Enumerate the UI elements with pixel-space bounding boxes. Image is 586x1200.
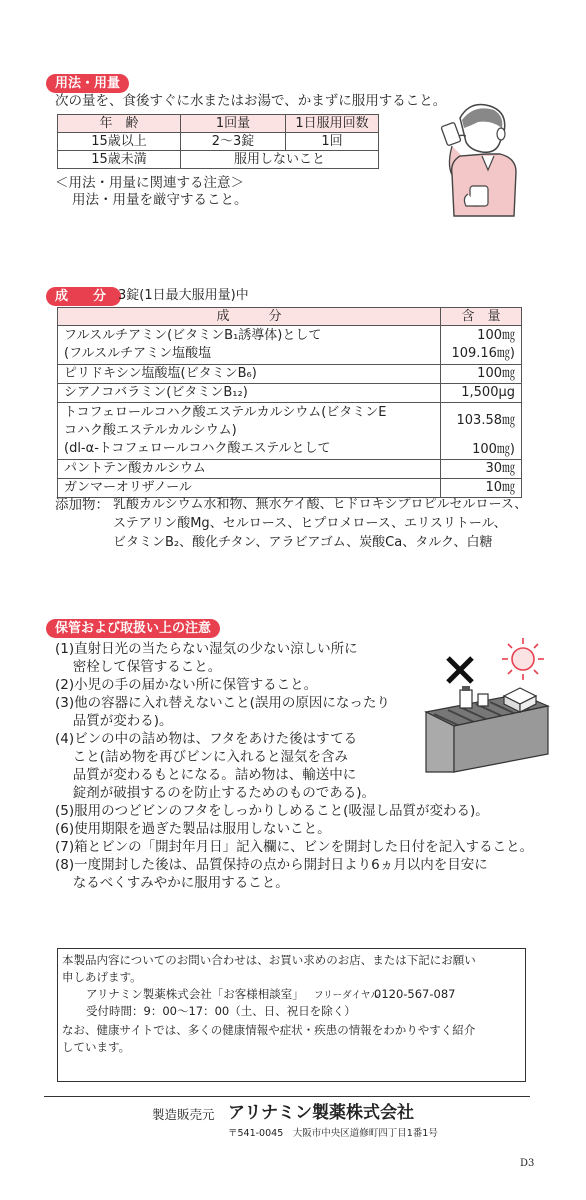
ingredient-value: 1,500μg [441, 384, 522, 403]
ingredient-name: (フルスルチアミン塩酸塩 [64, 346, 212, 361]
storage-line: (6)使用期限を過ぎた製品は服用しないこと。 [55, 821, 331, 837]
sun-icon [500, 636, 546, 682]
footer-divider [44, 1096, 530, 1097]
amount-cell: 2～3錠 [181, 133, 286, 151]
table-row [58, 479, 522, 498]
storage-line: (5)服用のつどビンのフタをしっかりしめること(吸湿し品質が変わる)。 [55, 803, 489, 819]
storage-line: (8)一度開封した後は、品質保持の点から開封日より6ヵ月以内を目安に [55, 857, 488, 873]
dosage-intro: 次の量を、食後すぐに水またはお湯で、かまずに服用すること。 [55, 93, 447, 109]
man-drinking-illustration [430, 98, 520, 218]
header-content: 含 量 [441, 308, 522, 326]
storage-line: (3)他の容器に入れ替えないこと(誤用の原因になったり [55, 695, 390, 711]
ingredient-name: フルスルチアミン(ビタミンB₁誘導体)として [64, 328, 322, 343]
ingredient-name: トコフェロールコハク酸エステルカルシウム(ビタミンE [64, 405, 387, 420]
ingredient-name: (dl-α-トコフェロールコハク酸エステルとして [64, 441, 331, 456]
shelf-illustration [420, 682, 550, 774]
storage-line: (4)ビンの中の詰め物は、フタをあけた後はすてる [55, 731, 358, 747]
maker-address: 〒541-0045 大阪市中央区道修町四丁目1番1号 [228, 1128, 438, 1139]
age-cell: 15歳以上 [58, 133, 181, 151]
storage-line: 密栓して保管すること。 [55, 659, 222, 675]
ingredients-table [57, 307, 522, 498]
section-title-ingredients: 成 分 [46, 287, 121, 306]
dosage-note-title: ＜用法・用量に関連する注意＞ [55, 175, 244, 191]
ingredient-value: 100㎎ [441, 365, 522, 384]
additives-label: 添加物： [55, 497, 109, 513]
contact-line: なお、健康サイトでは、多くの健康情報や症状・疾患の情報をわかりやすく紹介 [62, 1023, 476, 1037]
contact-line: 申しあげます。 [62, 970, 142, 984]
ingredient-name: ピリドキシン塩酸塩(ビタミンB₆) [58, 365, 441, 384]
section-title-storage: 保管および取扱い上の注意 [46, 619, 220, 638]
times-cell: 1回 [286, 133, 379, 151]
table-row [58, 326, 522, 365]
table-row [58, 365, 522, 384]
additives-line: ステアリン酸Mg、セルロース、ヒプロメロース、エリスリトール、 [113, 516, 507, 531]
header-amount: 1回量 [181, 115, 286, 133]
table-row [58, 133, 379, 151]
ingredient-name: ガンマーオリザノール [58, 479, 441, 498]
maker-label: 製造販売元 [152, 1107, 215, 1122]
additives-line: ビタミンB₂、酸化チタン、アラビアゴム、炭酸Ca、タルク、白糖 [113, 535, 493, 550]
table-header-row [58, 115, 379, 133]
table-row [58, 384, 522, 403]
page-code: D3 [520, 1158, 535, 1169]
ingredient-name: コハク酸エステルカルシウム) [64, 423, 237, 438]
ingredient-value: 30㎎ [441, 460, 522, 479]
ingredient-value: 109.16㎎) [451, 346, 515, 361]
header-times: 1日服用回数 [286, 115, 379, 133]
note-cell: 服用しないこと [181, 151, 379, 169]
ingredient-name: パントテン酸カルシウム [58, 460, 441, 479]
contact-hours: 受付時間：9：00～17：00（土、日、祝日を除く） [86, 1004, 356, 1018]
ingredient-name: シアノコバラミン(ビタミンB₁₂) [58, 384, 441, 403]
age-cell: 15歳未満 [58, 151, 181, 169]
dosage-table [57, 114, 379, 169]
table-row [58, 460, 522, 479]
storage-line: こと(詰め物を再びビンに入れると湿気を含み [55, 749, 349, 765]
ingredient-value: 100㎎) [472, 442, 515, 457]
ingredient-value: 103.58㎎ [456, 413, 515, 428]
maker-name: アリナミン製薬株式会社 [228, 1103, 414, 1123]
header-age: 年 齢 [58, 115, 181, 133]
ingredient-value: 100㎎ [477, 328, 515, 343]
table-row [58, 403, 522, 460]
ingredient-value: 10㎎ [441, 479, 522, 498]
storage-line: 錠剤が破損するのを防止するためのものである)。 [55, 785, 376, 801]
storage-line: なるべくすみやかに服用すること。 [55, 875, 289, 891]
dosage-note-body: 用法・用量を厳守すること。 [72, 192, 248, 208]
contact-company: アリナミン製薬株式会社「お客様相談室」 [86, 987, 304, 1001]
storage-line: (1)直射日光の当たらない湿気の少ない涼しい所に [55, 641, 358, 657]
storage-line: 品質が変わるもとになる。詰め物は、輸送中に [55, 767, 357, 783]
storage-line: (7)箱とビンの「開封年月日」記入欄に、ビンを開封した日付を記入すること。 [55, 839, 534, 855]
additives-line: 乳酸カルシウム水和物、無水ケイ酸、ヒドロキシプロピルセルロース、 [113, 497, 528, 512]
contact-line: しています。 [62, 1040, 131, 1054]
section-title-dosage: 用法・用量 [46, 74, 129, 93]
contact-line: 本製品内容についてのお問い合わせは、お買い求めのお店、または下記にお願い [62, 953, 476, 967]
header-ingredient: 成 分 [58, 308, 441, 326]
table-row [58, 151, 379, 169]
freedial-label: フリーダイヤル [314, 990, 380, 1001]
table-header-row [58, 308, 522, 326]
phone-number: 0120-567-087 [374, 987, 456, 1001]
storage-line: (2)小児の手の届かない所に保管すること。 [55, 677, 318, 693]
ingredients-subtitle: 3錠(1日最大服用量)中 [118, 288, 249, 303]
storage-line: 品質が変わる)。 [55, 713, 173, 729]
